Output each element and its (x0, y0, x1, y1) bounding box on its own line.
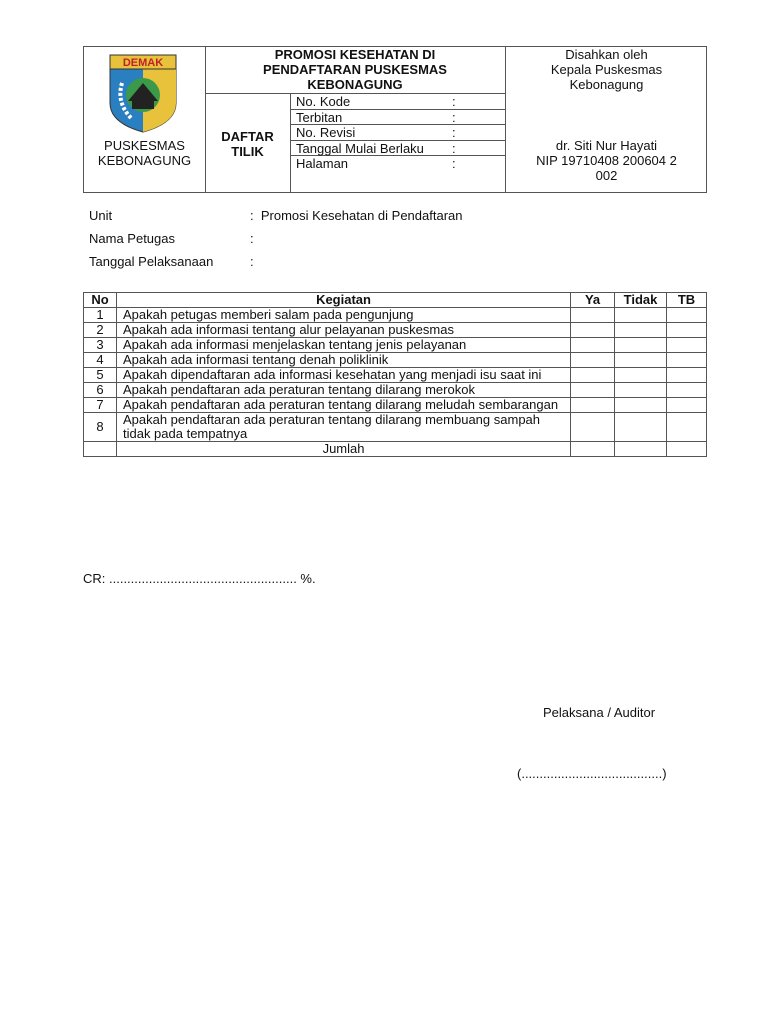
tidak-cell[interactable] (615, 383, 667, 398)
tb-cell[interactable] (667, 323, 707, 338)
tb-cell[interactable] (667, 413, 707, 442)
tidak-cell[interactable] (615, 323, 667, 338)
row-kegiatan: Apakah dipendaftaran ada informasi kesehatan yang menjadi isu saat ini (116, 368, 570, 383)
document-title (205, 47, 505, 92)
meta-label: Nama Petugas (89, 231, 175, 246)
approval-line: Disahkan oleh (565, 47, 648, 62)
ya-cell[interactable] (571, 413, 615, 442)
document-fields (296, 94, 496, 172)
col-header-ya: Ya (571, 293, 615, 308)
meta-label: Tanggal Pelaksanaan (89, 254, 214, 269)
table-row (84, 368, 707, 383)
tidak-cell[interactable] (615, 308, 667, 323)
tb-cell[interactable] (667, 383, 707, 398)
title-line: PENDAFTARAN PUSKESMAS (263, 62, 447, 77)
table-row (84, 308, 707, 323)
signer-nip: 002 (595, 168, 618, 183)
col-header-no: No (84, 293, 117, 308)
tb-cell[interactable] (667, 398, 707, 413)
total-row (84, 442, 707, 457)
row-kegiatan: Apakah ada informasi menjelaskan tentang jenis pelayanan (116, 338, 570, 353)
table-row (84, 398, 707, 413)
total-tb-cell[interactable] (667, 442, 707, 457)
document-type (205, 129, 290, 159)
title-line: PROMOSI KESEHATAN DI (274, 47, 436, 62)
row-kegiatan: Apakah pendaftaran ada peraturan tentang dilarang merokok (116, 383, 570, 398)
meta-sep: : (250, 254, 254, 269)
row-no: 5 (84, 368, 117, 383)
ya-cell[interactable] (571, 383, 615, 398)
tb-cell[interactable] (667, 338, 707, 353)
signer-block (505, 138, 708, 183)
ya-cell[interactable] (571, 353, 615, 368)
meta-value: Promosi Kesehatan di Pendaftaran (260, 208, 463, 223)
approval-line: Kepala Puskesmas (550, 62, 663, 77)
tidak-cell[interactable] (615, 413, 667, 442)
meta-sep: : (250, 208, 254, 223)
signer-nip: NIP 19710408 200604 2 (536, 153, 677, 168)
field-row (296, 110, 496, 126)
total-tidak-cell[interactable] (615, 442, 667, 457)
signer-name: dr. Siti Nur Hayati (555, 138, 658, 153)
row-kegiatan: Apakah ada informasi tentang denah poliklinik (116, 353, 570, 368)
col-header-tidak: Tidak (615, 293, 667, 308)
document-header (83, 46, 707, 193)
row-no: 4 (84, 353, 117, 368)
row-no: 1 (84, 308, 117, 323)
field-sep: : (452, 156, 456, 171)
ya-cell[interactable] (571, 338, 615, 353)
field-sep: : (452, 109, 456, 125)
table-row (84, 338, 707, 353)
field-row (296, 156, 496, 172)
field-label: Halaman (296, 156, 349, 171)
ya-cell[interactable] (571, 398, 615, 413)
row-kegiatan: Apakah pendaftaran ada peraturan tentang dilarang meludah sembarangan (116, 398, 570, 413)
table-row (84, 413, 707, 442)
tidak-cell[interactable] (615, 368, 667, 383)
table-row (84, 353, 707, 368)
checklist-table (83, 292, 707, 457)
row-kegiatan: Apakah pendaftaran ada peraturan tentang dilarang membuang sampah tidak pada tempatnya (116, 413, 570, 442)
total-no-cell (84, 442, 117, 457)
field-sep: : (452, 140, 456, 156)
org-line: PUSKESMAS (104, 138, 185, 153)
field-label: Tanggal Mulai Berlaku (296, 140, 424, 156)
org-line: KEBONAGUNG (97, 153, 192, 168)
tidak-cell[interactable] (615, 353, 667, 368)
tb-cell[interactable] (667, 353, 707, 368)
approval-line: Kebonagung (569, 77, 644, 92)
svg-text:DEMAK: DEMAK (122, 57, 164, 69)
signature-line: (.......................................) (517, 766, 667, 781)
auditor-label: Pelaksana / Auditor (543, 705, 656, 720)
field-row (296, 141, 496, 157)
field-sep: : (452, 94, 456, 109)
approval-block (505, 47, 708, 92)
field-label: No. Kode (296, 94, 351, 109)
meta-row-unit (89, 208, 463, 223)
compliance-rate-line: CR: .................................................... %. (83, 571, 316, 586)
field-label: No. Revisi (296, 125, 356, 140)
row-kegiatan: Apakah ada informasi tentang alur pelayanan puskesmas (116, 323, 570, 338)
col-header-kegiatan: Kegiatan (116, 293, 570, 308)
row-no: 2 (84, 323, 117, 338)
doc-type-line: TILIK (231, 144, 264, 159)
field-sep: : (452, 125, 456, 140)
tidak-cell[interactable] (615, 398, 667, 413)
tb-cell[interactable] (667, 368, 707, 383)
total-ya-cell[interactable] (571, 442, 615, 457)
title-line: KEBONAGUNG (307, 77, 403, 92)
col-header-tb: TB (667, 293, 707, 308)
doc-type-line: DAFTAR (221, 129, 274, 144)
row-no: 6 (84, 383, 117, 398)
row-no: 3 (84, 338, 117, 353)
org-name (84, 138, 205, 168)
meta-row-petugas (89, 231, 254, 246)
demak-logo (108, 53, 178, 133)
tidak-cell[interactable] (615, 338, 667, 353)
meta-sep: : (250, 231, 254, 246)
tb-cell[interactable] (667, 308, 707, 323)
total-label: Jumlah (116, 442, 570, 457)
row-no: 7 (84, 398, 117, 413)
row-kegiatan: Apakah petugas memberi salam pada pengunjung (116, 308, 570, 323)
field-row (296, 94, 496, 110)
meta-label: Unit (89, 208, 113, 223)
ya-cell[interactable] (571, 323, 615, 338)
table-row (84, 383, 707, 398)
table-header-row (84, 293, 707, 308)
table-row (84, 323, 707, 338)
field-row (296, 125, 496, 141)
row-no: 8 (84, 413, 117, 442)
ya-cell[interactable] (571, 308, 615, 323)
field-label: Terbitan (296, 109, 343, 125)
meta-row-tanggal (89, 254, 254, 269)
ya-cell[interactable] (571, 368, 615, 383)
